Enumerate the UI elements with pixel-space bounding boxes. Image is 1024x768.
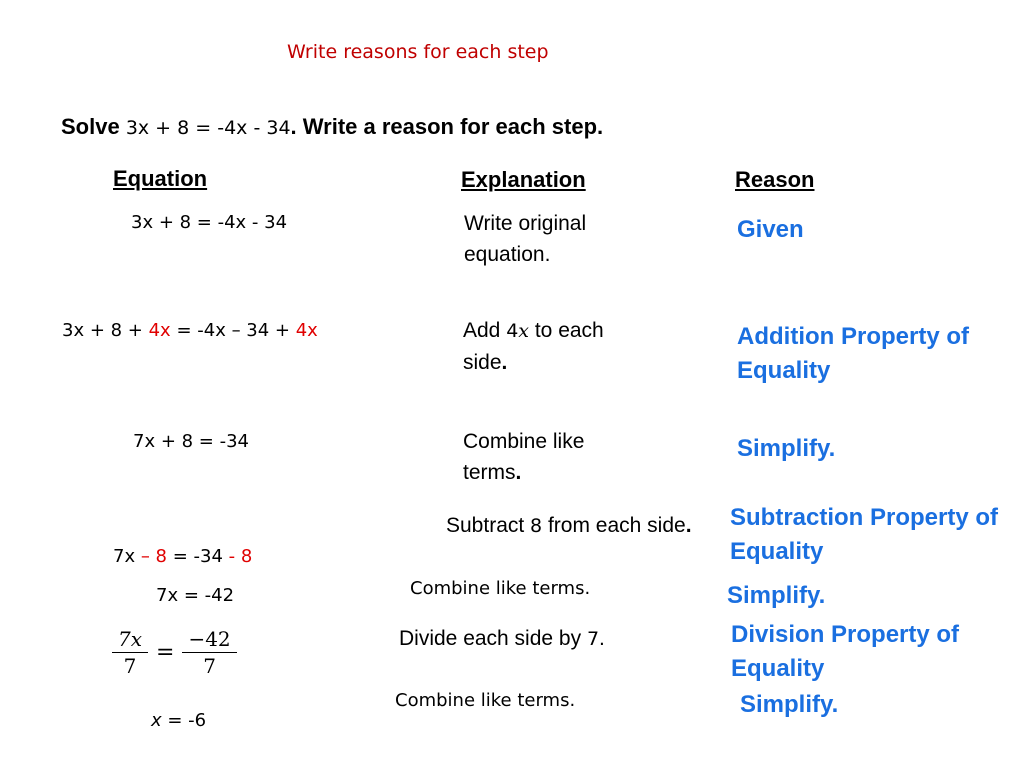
step3-equation: 7x + 8 = -34 — [133, 431, 250, 452]
step5-reason: Simplify. — [727, 582, 826, 609]
step2-equation: 3x + 8 + 4x = -4x – 34 + 4x — [62, 320, 318, 341]
step7-explanation: Combine like terms. — [395, 690, 576, 711]
fraction-left-numerator: 7x — [112, 626, 148, 653]
step2-explanation: Add 4x to each side. — [463, 319, 604, 374]
step3-reason: Simplify. — [737, 435, 836, 462]
header-reason: Reason — [735, 167, 815, 192]
step2-reason: Addition Property of Equality — [737, 323, 969, 384]
step4-reason: Subtraction Property of Equality — [730, 504, 999, 565]
prompt-equation: 3x + 8 = -4x - 34 — [125, 117, 291, 139]
fraction-right — [182, 626, 236, 679]
step7-equation: x = -6 — [151, 710, 207, 731]
header-equation: Equation — [113, 166, 208, 191]
step3-explanation: Combine like terms. — [463, 430, 585, 484]
fraction-left-denominator: 7 — [123, 654, 137, 678]
prompt-solve: Solve — [61, 114, 126, 139]
fraction-right-denominator: 7 — [203, 654, 216, 678]
fraction-right-numerator: −42 — [182, 626, 236, 653]
header-explanation: Explanation — [461, 167, 586, 192]
step6-reason: Division Property of Equality — [731, 621, 960, 682]
step1-equation: 3x + 8 = -4x - 34 — [131, 212, 288, 233]
step7-reason: Simplify. — [740, 691, 839, 718]
step5-explanation: Combine like terms. — [410, 578, 591, 599]
slide-title: Write reasons for each step — [287, 41, 549, 63]
step4-explanation: Subtract 8 from each side. — [446, 514, 692, 537]
equals-sign: = — [156, 640, 175, 665]
step1-explanation: Write original equation. — [464, 212, 587, 266]
prompt-rest: . Write a reason for each step. — [290, 114, 604, 139]
step1-reason: Given — [737, 216, 804, 243]
step6-equation — [112, 626, 237, 679]
step4-equation: 7x – 8 = -34 - 8 — [113, 546, 253, 567]
fraction-left — [112, 626, 148, 679]
step5-equation: 7x = -42 — [156, 585, 235, 606]
step6-explanation: Divide each side by 7. — [399, 627, 605, 650]
problem-prompt — [61, 114, 603, 140]
